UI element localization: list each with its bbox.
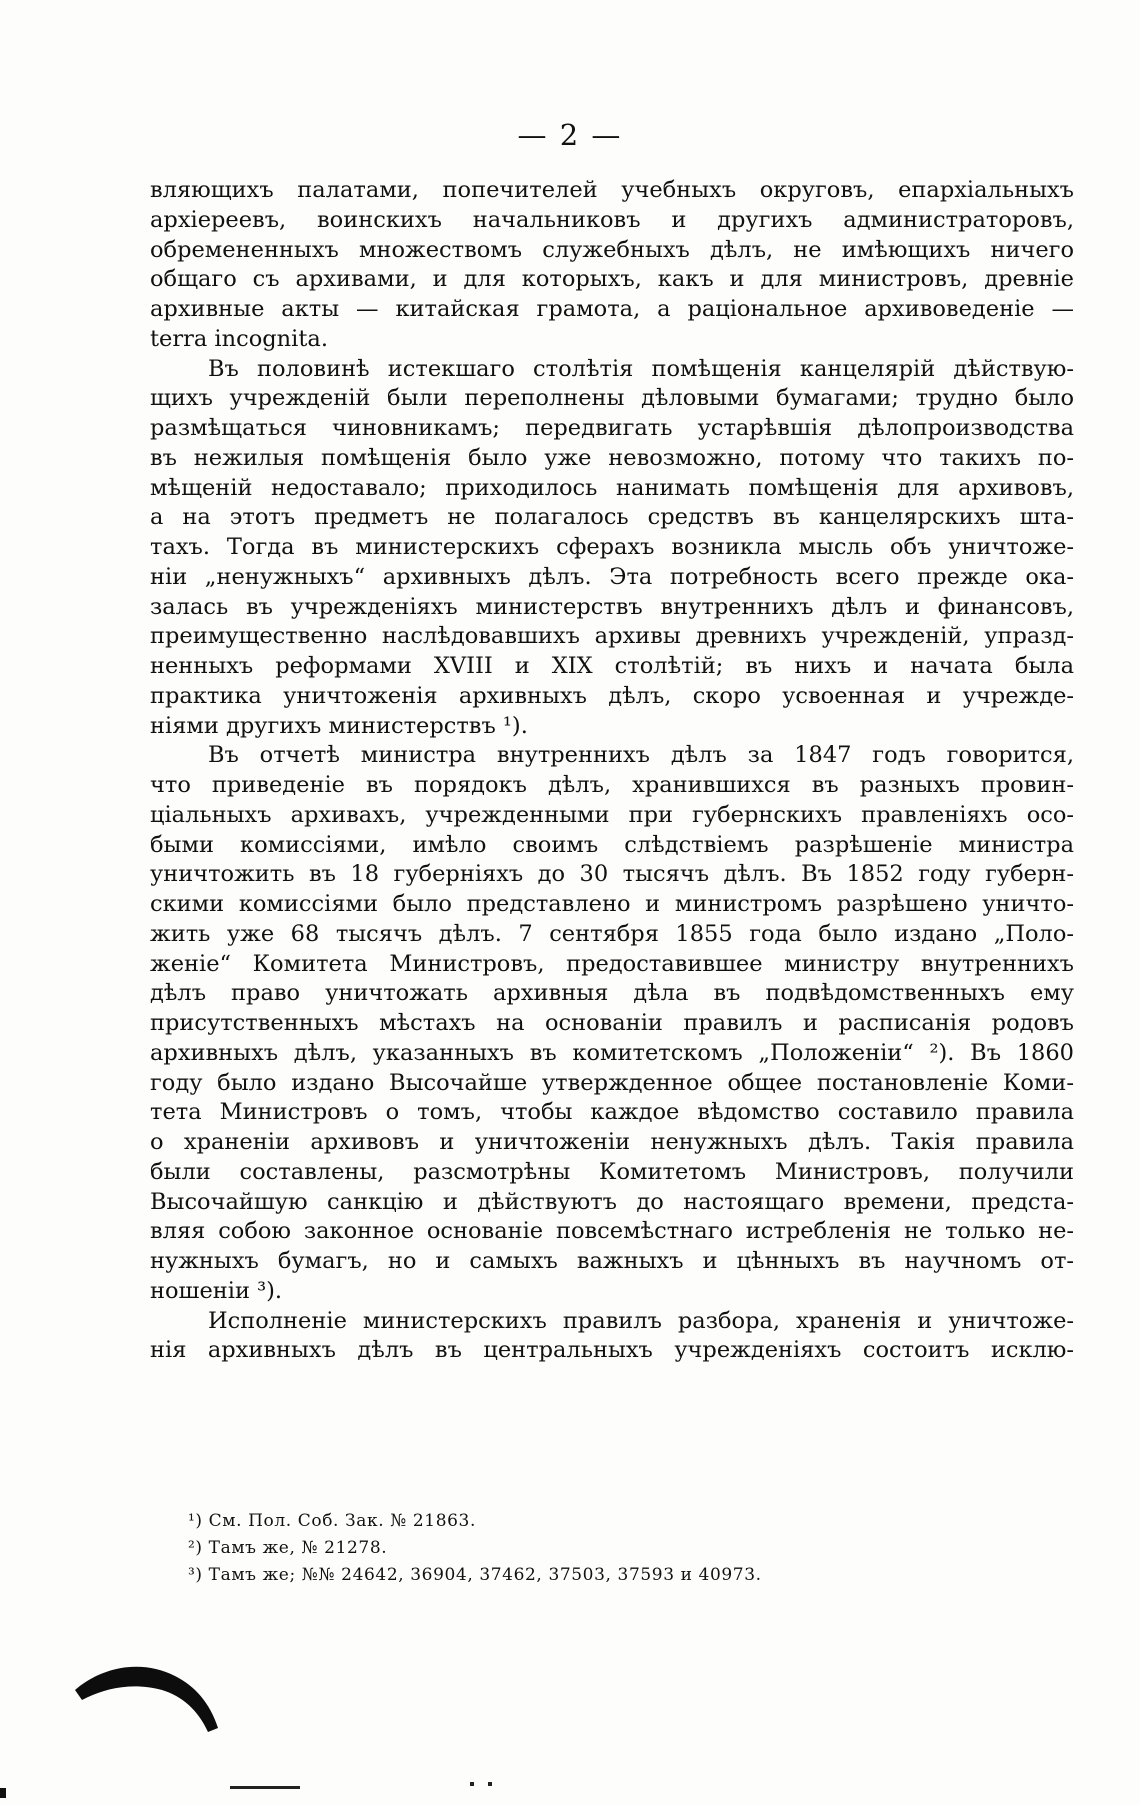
text-line: практика уничтоженія архивныхъ дѣлъ, скоро усвоенная и учрежде-	[150, 682, 1074, 709]
text-line: дѣлъ право уничтожать архивныя дѣла въ подвѣдомственныхъ ему	[150, 980, 1074, 1007]
text-line: terra incognita.	[150, 325, 328, 352]
text-line: ніями другихъ министерствъ ¹).	[150, 712, 528, 739]
text-line: Въ отчетѣ министра внутреннихъ дѣлъ за 1847 годъ говорится,	[208, 742, 1074, 769]
footnotes	[188, 1508, 1038, 1589]
text-line: архивные акты — китайская грамота, а раціональное архивоведеніе —	[150, 296, 1074, 322]
footnote: ³) Тамъ же; №№ 24642, 36904, 37462, 37503, 37593 и 40973.	[188, 1565, 762, 1585]
text-line: Высочайшую санкцію и дѣйствуютъ до настоящаго времени, предста-	[150, 1188, 1074, 1215]
text-line: жить уже 68 тысячъ дѣлъ. 7 сентября 1855 года было издано „Поло-	[150, 920, 1074, 947]
text-line: архивныхъ дѣлъ, указанныхъ въ комитетскомъ „Положеніи“ ²). Въ 1860	[150, 1039, 1074, 1066]
text-line: въ нежилыя помѣщенія было уже невозможно, потому что такихъ по-	[150, 444, 1074, 471]
page-number: — 2 —	[517, 118, 623, 152]
ink-blot-mark	[70, 1648, 220, 1738]
text-line: обремененныхъ множествомъ служебныхъ дѣлъ, не имѣющихъ ничего	[150, 236, 1074, 263]
text-line: присутственныхъ мѣстахъ на основаніи правилъ и расписанія родовъ	[150, 1010, 1074, 1036]
text-line: скими комиссіями было представлено и министромъ разрѣшено уничто-	[150, 891, 1074, 917]
text-line: о храненіи архивовъ и уничтоженіи ненужныхъ дѣлъ. Такія правила	[150, 1129, 1074, 1155]
text-line: были составлены, разсмотрѣны Комитетомъ Министровъ, получили	[150, 1158, 1074, 1185]
text-line: тета Министровъ о томъ, чтобы каждое вѣдомство составило правила	[150, 1099, 1074, 1126]
text-line: Исполненіе министерскихъ правилъ разбора, храненія и уничтоже-	[208, 1307, 1074, 1334]
text-line: размѣщаться чиновникамъ; передвигать устарѣвшія дѣлопроизводства	[150, 415, 1074, 441]
text-line: общаго съ архивами, и для которыхъ, какъ и для министровъ, древніе	[150, 266, 1074, 293]
scan-edge-marks	[0, 1778, 1140, 1805]
text-line: году было издано Высочайше утвержденное общее постановленіе Коми-	[150, 1069, 1074, 1096]
text-line: щихъ учрежденій были переполнены дѣловыми бумагами; трудно было	[150, 385, 1074, 412]
text-line: тахъ. Тогда въ министерскихъ сферахъ возникла мысль объ уничтоже-	[150, 534, 1074, 560]
text-line: женіе“ Комитета Министровъ, предоставившее министру внутреннихъ	[150, 950, 1074, 977]
footnote: ¹) См. Пол. Соб. Зак. № 21863.	[188, 1511, 476, 1531]
text-line: нужныхъ бумагъ, но и самыхъ важныхъ и цѣнныхъ въ научномъ от-	[150, 1248, 1074, 1274]
text-line: архіереевъ, воинскихъ начальниковъ и другихъ администраторовъ,	[150, 206, 1074, 233]
text-line: мѣщеній недоставало; приходилось нанимать помѣщенія для архивовъ,	[150, 474, 1074, 501]
text-line: ціальныхъ архивахъ, учрежденными при губернскихъ правленіяхъ осо-	[150, 801, 1074, 828]
text-line: быми комиссіями, имѣло своимъ слѣдствіемъ разрѣшеніе министра	[150, 831, 1074, 858]
text-line: ношеніи ³).	[150, 1277, 283, 1304]
text-line: что приведеніе въ порядокъ дѣлъ, хранившихся въ разныхъ провин-	[150, 772, 1074, 798]
text-line: ненныхъ реформами XVIII и XIX столѣтій; въ нихъ и начата была	[150, 653, 1074, 679]
text-line: залась въ учрежденіяхъ министерствъ внутреннихъ дѣлъ и финансовъ,	[150, 593, 1074, 620]
text-line: а на этотъ предметъ не полагалось средствъ въ канцелярскихъ шта-	[150, 504, 1074, 531]
text-line: вляя собою законное основаніе повсемѣстнаго истребленія не только не-	[150, 1218, 1074, 1245]
body-text	[150, 176, 1074, 1366]
text-line: уничтожить въ 18 губерніяхъ до 30 тысячъ дѣлъ. Въ 1852 году губерн-	[150, 861, 1074, 888]
text-line: вляющихъ палатами, попечителей учебныхъ округовъ, епархіальныхъ	[150, 177, 1074, 203]
text-line: ніи „ненужныхъ“ архивныхъ дѣлъ. Эта потребность всего прежде ока-	[150, 563, 1074, 590]
text-line: преимущественно наслѣдовавшихъ архивы древнихъ учрежденій, упразд-	[150, 623, 1074, 650]
footnote: ²) Тамъ же, № 21278.	[188, 1538, 388, 1558]
text-line: Въ половинѣ истекшаго столѣтія помѣщенія канцелярій дѣйствую-	[208, 355, 1074, 382]
text-line: нія архивныхъ дѣлъ въ центральныхъ учрежденіяхъ состоитъ исклю-	[150, 1337, 1074, 1364]
